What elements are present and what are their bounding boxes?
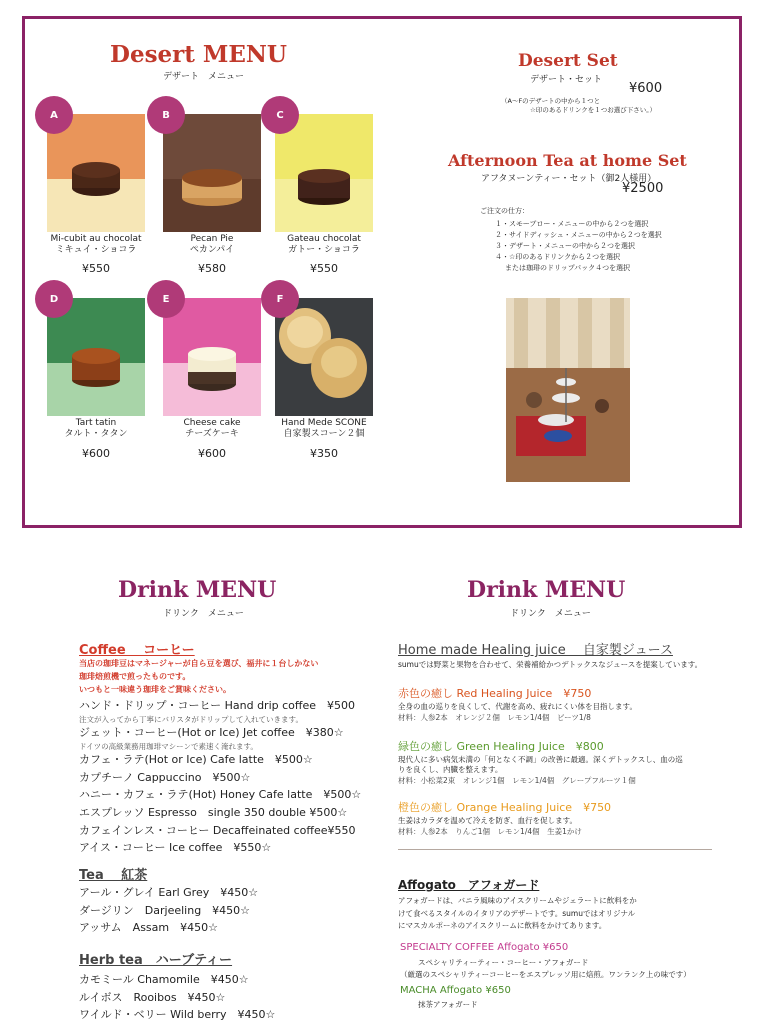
step-1: １・スモーブロー・メニューの中から２つを選択 [495, 220, 649, 228]
affogato-desc [398, 895, 637, 933]
herb-item-1: カモミール Chamomile ¥450☆ [79, 973, 249, 986]
item-f-name-jp: 自家製スコーン２個 [283, 429, 365, 439]
item-d-name [36, 418, 156, 440]
item-f-name [264, 418, 384, 440]
badge-a: A [35, 96, 73, 134]
step-3: ３・デザート・メニューの中から２つを選択 [495, 242, 635, 250]
tea-item-1: アール・グレイ Earl Grey ¥450☆ [79, 886, 259, 899]
desert-set-subtitle: デザート・セット [530, 75, 603, 85]
dessert-photo-c [275, 114, 373, 232]
specialty-affogato-sub-2: （厳選のスペシャリティーコーヒーをエスプレッソ用に焙煎。ワンランク上の味です） [400, 970, 691, 979]
item-a-name-jp: ミキュイ・ショコラ [55, 245, 137, 255]
juice-intro: sumuでは野菜と果物を合わせて、栄養補給かつデトックスなジュースを提案しています。 [398, 660, 703, 669]
coffee-intro-line-2: 珈琲焙煎機で煎ったものです。 [79, 672, 191, 681]
coffee-item-3: カフェ・ラテ(Hot or Ice) Cafe latte ¥500☆ [79, 753, 313, 766]
item-d-name-en: Tart tatin [75, 418, 117, 428]
affogato-desc-3: にマスカルポーネのアイスクリームに飲料をかけてあります。 [398, 921, 607, 930]
section-divider [398, 849, 712, 850]
red-juice-name: 赤色の癒し Red Healing Juice ¥750 [398, 687, 592, 700]
coffee-intro [79, 657, 318, 696]
desert-menu-page [22, 16, 742, 528]
coffee-item-7: カフェインレス・コーヒー Decaffeinated coffee¥550 [79, 824, 356, 837]
item-f-name-en: Hand Mede SCONE [281, 418, 367, 428]
afternoon-howto: ご注文の仕方： [480, 207, 529, 215]
green-juice-desc-1: 現代人に多い病気未満の「何となく不調」の改善に最適。深くデトックスし、血の巡 [398, 755, 683, 764]
step-4: ４・☆印のあるドリンクから２つを選択 [495, 253, 621, 261]
badge-d: D [35, 280, 73, 318]
item-b-name [152, 234, 272, 256]
orange-juice-desc: 生姜はカラダを温めて冷えを防ぎ、血行を促します。 [398, 816, 578, 825]
coffee-item-2-note: ドイツの高級業務用珈琲マシーンで素速く淹れます。 [79, 742, 258, 751]
cheese-cake-image [163, 298, 261, 416]
step-2: ２・サイドディッシュ・メニューの中から２つを選択 [495, 231, 662, 239]
green-juice-materials: 材料：小松菜2束 オレンジ1個 レモン1/4個 グレープフルーツ１個 [398, 776, 636, 785]
badge-c: C [261, 96, 299, 134]
coffee-item-6: エスプレッソ Espresso single 350 double ¥500☆ [79, 806, 348, 819]
item-f-price: ¥350 [310, 447, 338, 460]
item-b-name-en: Pecan Pie [190, 234, 234, 244]
afternoon-tea-photo [506, 298, 630, 482]
badge-e: E [147, 280, 185, 318]
coffee-item-2: ジェット・コーヒー(Hot or Ice) Jet coffee ¥380☆ [79, 726, 344, 739]
desert-set-note-2: ☆印のあるドリンクを１つお選び下さい。） [530, 106, 656, 114]
drink-menu-right-subtitle: ドリンク メニュー [510, 609, 591, 619]
item-e-name [152, 418, 272, 440]
green-juice-name: 緑色の癒し Green Healing Juice ¥800 [398, 740, 604, 753]
step-5: または珈琲のドリップパック４つを選択 [505, 264, 631, 272]
red-juice-desc: 全身の血の巡りを良くして、代謝を高め、疲れにくい体を目指します。 [398, 702, 637, 711]
desert-set-price: ¥600 [629, 81, 663, 96]
drink-menu-left-subtitle: ドリンク メニュー [163, 609, 244, 619]
item-a-price: ¥550 [82, 262, 110, 275]
dessert-photo-e [163, 298, 261, 416]
tea-item-2: ダージリン Darjeeling ¥450☆ [79, 904, 251, 917]
item-d-price: ¥600 [82, 447, 110, 460]
coffee-item-4: カプチーノ Cappuccino ¥500☆ [79, 771, 251, 784]
afternoon-steps [495, 219, 662, 274]
specialty-affogato-name: SPECIALTY COFFEE Affogato ¥650 [400, 942, 569, 953]
scone-image [275, 298, 373, 416]
afternoon-set-subtitle: アフタヌーンティー・セット（御2人様用） [481, 174, 657, 184]
desert-set-title: Desert Set [518, 51, 618, 71]
dessert-photo-f [275, 298, 373, 416]
juice-heading: Home made Healing juice 自家製ジュース [398, 643, 673, 658]
afternoon-set-title: Afternoon Tea at home Set [448, 151, 687, 170]
badge-b: B [147, 96, 185, 134]
item-b-price: ¥580 [198, 262, 226, 275]
item-a-name [36, 234, 156, 256]
green-juice-desc-2: りを良くし、内臓を整えます。 [398, 765, 503, 774]
coffee-item-1: ハンド・ドリップ・コーヒー Hand drip coffee ¥500 [79, 699, 356, 712]
tea-heading: Tea 紅茶 [79, 868, 148, 883]
herb-tea-heading: Herb tea ハーブティー [79, 953, 233, 968]
afternoon-tea-image [506, 298, 630, 482]
pecan-pie-image [163, 114, 261, 232]
drink-menu-right-title: Drink MENU [467, 577, 626, 603]
item-c-name-en: Gateau chocolat [287, 234, 361, 244]
item-d-name-jp: タルト・タタン [64, 429, 128, 439]
coffee-intro-line-3: いつもと一味違う珈琲をご賞味ください。 [79, 685, 231, 694]
desert-menu-subtitle: デザート メニュー [163, 72, 245, 82]
affogato-desc-1: アフォガードは、バニラ風味のアイスクリームやジェラートに飲料をか [398, 896, 637, 905]
desert-menu-title: Desert MENU [110, 41, 287, 68]
item-c-name [264, 234, 384, 256]
herb-item-3: ワイルド・ベリー Wild berry ¥450☆ [79, 1008, 276, 1021]
macha-affogato-name: MACHA Affogato ¥650 [400, 985, 511, 996]
herb-item-2: ルイボス Rooibos ¥450☆ [79, 991, 226, 1004]
gateau-chocolat-image [275, 114, 373, 232]
specialty-affogato-sub-1: スペシャリティーティー・コーヒー・アフォガード [418, 958, 589, 967]
orange-juice-materials: 材料：人参2本 りんご1個 レモン1/4個 生姜1かけ [398, 827, 582, 836]
affogato-heading: Affogato アフォガード [398, 878, 540, 892]
item-e-price: ¥600 [198, 447, 226, 460]
drink-menu-left-title: Drink MENU [118, 577, 277, 603]
coffee-intro-line-1: 当店の珈琲豆はマネージャーが自ら豆を選び、福井に１台しかない [79, 659, 319, 668]
tea-item-3: アッサム Assam ¥450☆ [79, 921, 218, 934]
item-e-name-en: Cheese cake [183, 418, 241, 428]
affogato-desc-2: けて食べるスタイルのイタリアのデザートです。sumuではオリジナル [398, 908, 636, 918]
afternoon-set-price: ¥2500 [622, 181, 664, 196]
coffee-item-8: アイス・コーヒー Ice coffee ¥550☆ [79, 841, 272, 854]
coffee-item-5: ハニー・カフェ・ラテ(Hot) Honey Cafe latte ¥500☆ [79, 788, 362, 801]
coffee-item-1-note: 注文が入ってから丁寧にバリスタがドリップして入れていきます。 [79, 715, 303, 724]
item-c-price: ¥550 [310, 262, 338, 275]
badge-f: F [261, 280, 299, 318]
desert-set-note-1: （A〜Fのデザートの中から１つと [501, 97, 601, 105]
coffee-heading: Coffee コーヒー [79, 643, 195, 658]
item-b-name-jp: ペカンパイ [189, 245, 235, 255]
orange-juice-name: 橙色の癒し Orange Healing Juice ¥750 [398, 801, 612, 814]
item-e-name-jp: チーズケーキ [185, 429, 239, 439]
red-juice-materials: 材料：人参2本 オレンジ２個 レモン1/4個 ビーツ1/8 [398, 713, 591, 722]
dessert-photo-b [163, 114, 261, 232]
item-a-name-en: Mi-cubit au chocolat [50, 234, 142, 244]
item-c-name-jp: ガトー・ショコラ [288, 245, 360, 255]
macha-affogato-sub: 抹茶アフォガード [418, 1000, 478, 1009]
